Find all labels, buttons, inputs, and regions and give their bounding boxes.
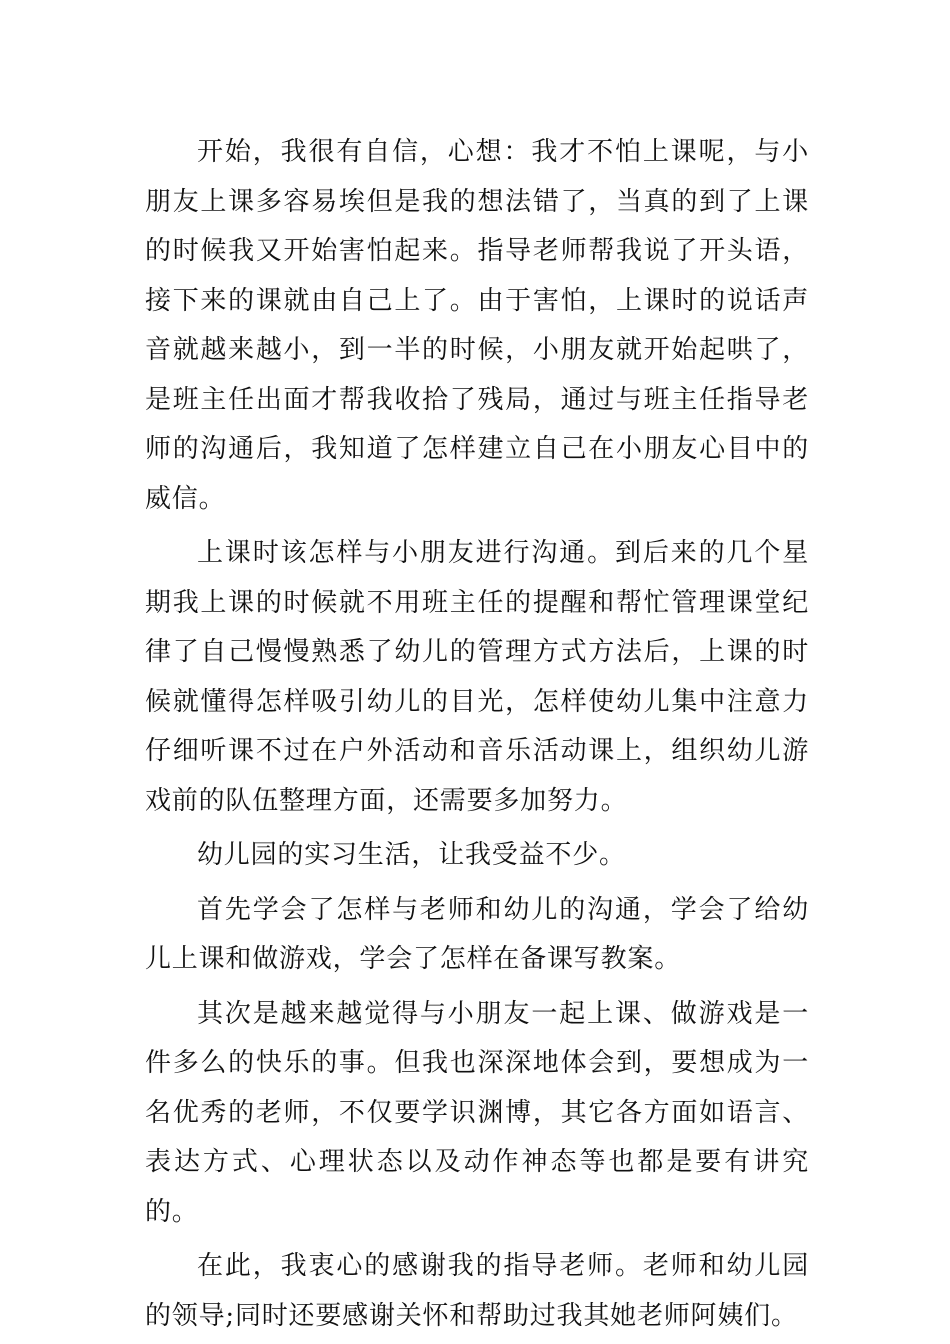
paragraph-2: 上课时该怎样与小朋友进行沟通。到后来的几个星期我上课的时候就不用班主任的提醒和帮忙管理课堂纪律了自己慢慢熟悉了幼儿的管理方式方法后，上课的时候就懂得怎样吸引幼儿的目光，怎样使幼儿集中注意力仔细听课不过在户外活动和音乐活动课上，组织幼儿游戏前的队伍整理方面，还需要多加努力。: [145, 538, 809, 816]
paragraph-4: 首先学会了怎样与老师和幼儿的沟通，学会了给幼儿上课和做游戏，学会了怎样在备课写教案。: [145, 894, 809, 974]
paragraph-5: 其次是越来越觉得与小朋友一起上课、做游戏是一件多么的快乐的事。但我也深深地体会到，要想成为一名优秀的老师，不仅要学识渊博，其它各方面如语言、表达方式、心理状态以及动作神态等也都是要有讲究的。: [145, 998, 809, 1227]
paragraph-6: 在此，我衷心的感谢我的指导老师。老师和幼儿园的领导;同时还要感谢关怀和帮助过我其她老师阿姨们。: [145, 1251, 809, 1331]
paragraph-3: 幼儿园的实习生活，让我受益不少。: [197, 840, 626, 870]
document-body: [145, 128, 809, 1341]
paragraph-1: 开始，我很有自信，心想：我才不怕上课呢，与小朋友上课多容易埃但是我的想法错了，当真的到了上课的时候我又开始害怕起来。指导老师帮我说了开头语，接下来的课就由自己上了。由于害怕，上课时的说话声音就越来越小，到一半的时候，小朋友就开始起哄了，是班主任出面才帮我收拾了残局，通过与班主任指导老师的沟通后，我知道了怎样建立自己在小朋友心目中的威信。: [145, 137, 809, 514]
